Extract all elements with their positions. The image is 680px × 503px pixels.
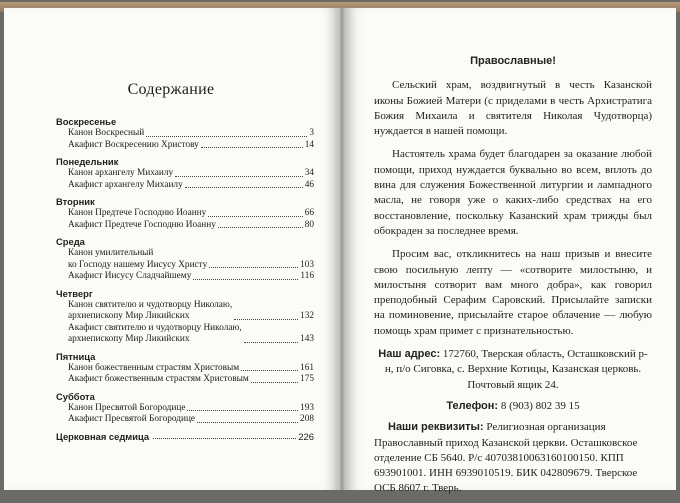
toc-entry	[56, 374, 314, 386]
toc-entry	[56, 140, 314, 152]
book-spine	[338, 8, 346, 490]
toc-page-number: 66	[304, 208, 314, 218]
toc-section-title: Понедельник	[56, 156, 119, 167]
toc-dot-leader	[197, 422, 298, 423]
toc-entry-title: Акафист божественным страстям Христовым	[68, 374, 249, 384]
toc-section	[56, 351, 314, 386]
toc-section	[56, 236, 314, 283]
phone-text: 8 (903) 802 39 15	[500, 399, 580, 412]
toc-entry-title: Акафист Пресвятой Богородице	[68, 414, 196, 424]
toc-entry-title: Канон Предтече Господню Иоанну	[68, 208, 207, 218]
toc-section-title: Воскресенье	[56, 116, 117, 127]
toc-dot-leader	[187, 410, 298, 411]
toc-final-entry	[56, 431, 314, 442]
address-block	[374, 347, 652, 393]
toc-section	[56, 391, 314, 426]
toc-page-number: 226	[298, 430, 314, 442]
toc-dot-leader	[234, 319, 298, 320]
right-page	[346, 8, 676, 495]
toc-entry-title: Канон архангелу Михаилу	[68, 168, 174, 178]
toc-section-title: Суббота	[56, 390, 95, 402]
toc-entry-title: Канон божественным страстям Христовым	[68, 362, 240, 373]
toc-page-number: 161	[300, 362, 314, 373]
requisites-text: Религиозная организация Православный приход Казанской церкви. Осташковское отделение СБ 5640. Р/с 40703810063160100150. КПП 693901001. ИНН 6939010519. БИК 042809679. Тверское ОСБ 8607 г. Тверь.	[374, 421, 638, 495]
toc-entry	[56, 363, 314, 375]
toc-entry	[56, 168, 314, 180]
toc-entry	[56, 403, 314, 415]
appeal-paragraph-3: Просим вас, откликнитесь на наш призыв и внесите свою посильную лепту — «сотворите милостыню, и милостыня сотворит вам много добра», как говорил преподобный Серафим Саровский. Присылайте записки на поминовение, присылайте старое облачение — любую помощь храм примет с признательностью.	[374, 248, 652, 337]
appeal-paragraph-2: Настоятель храма будет благодарен за оказание любой помощи, приход нуждается буквально во всем, вплоть до вина для служения Божественной литургии и лампадного масла, не говоря уже о каких-либо средствах на его восстановление, поскольку Казанский храм трижды был обокраден за последнее время.	[374, 148, 652, 237]
toc-entry-title: Акафист Иисусу Сладчайшему	[68, 271, 192, 281]
toc-entry	[56, 208, 314, 220]
toc-section	[56, 156, 314, 191]
toc-section	[56, 288, 314, 346]
contents-title: Содержание	[127, 81, 215, 98]
left-page	[4, 8, 338, 490]
toc-page-number: 175	[300, 374, 314, 384]
appeal-paragraph-1: Сельский храм, воздвигнутый в честь Казанской иконы Божией Матери (с приделами в честь Архистратига Божия Михаила и святителя Николая Чудотворца) нуждается в нашей помощи.	[374, 79, 652, 138]
table-of-contents	[56, 116, 314, 443]
toc-section-title: Четверг	[56, 287, 93, 299]
requisites-block	[374, 420, 652, 496]
toc-dot-leader	[153, 438, 296, 439]
toc-entry	[56, 300, 314, 323]
toc-page-number: 80	[304, 219, 314, 230]
toc-entry	[56, 180, 314, 192]
toc-dot-leader	[209, 267, 298, 268]
toc-final-title: Церковная седмица	[56, 430, 150, 442]
toc-dot-leader	[241, 370, 298, 371]
toc-page-number: 34	[304, 168, 314, 178]
toc-entry	[56, 414, 314, 426]
toc-dot-leader	[208, 216, 302, 217]
toc-entry	[56, 271, 314, 283]
toc-section	[56, 196, 314, 231]
toc-section-title: Среда	[56, 236, 85, 247]
toc-page-number: 103	[300, 259, 314, 270]
toc-dot-leader	[146, 136, 307, 137]
toc-entry-title: Канон Воскресный	[68, 128, 145, 138]
toc-dot-leader	[185, 187, 303, 188]
toc-entry-title: Канон умилительный ко Господу нашему Иисусу Христу	[68, 248, 208, 270]
toc-page-number: 116	[300, 271, 314, 281]
toc-page-number: 132	[300, 311, 314, 321]
toc-entry	[56, 323, 314, 346]
toc-entry-title: Канон Пресвятой Богородице	[68, 402, 186, 413]
toc-dot-leader	[201, 147, 303, 148]
phone-label: Телефон:	[446, 399, 499, 412]
requisites-label: Наши реквизиты:	[388, 421, 484, 434]
toc-page-number: 193	[300, 402, 314, 413]
phone-block	[374, 399, 652, 414]
toc-entry-title: Акафист святителю и чудотворцу Николаю, архиепископу Мир Ликийских	[68, 322, 242, 344]
toc-section-title: Пятница	[56, 350, 96, 362]
toc-dot-leader	[218, 227, 303, 228]
toc-page-number: 3	[309, 128, 314, 138]
toc-entry	[56, 128, 314, 140]
toc-page-number: 208	[300, 414, 314, 424]
address-label: Наш адрес:	[378, 348, 441, 361]
toc-dot-leader	[244, 342, 298, 343]
toc-section	[56, 116, 314, 151]
toc-entry-title: Канон святителю и чудотворцу Николаю, архиепископу Мир Ликийских	[68, 299, 233, 321]
toc-dot-leader	[193, 279, 298, 280]
toc-page-number: 14	[304, 139, 314, 150]
toc-entry	[56, 248, 314, 271]
toc-entry-title: Акафист архангелу Михаилу	[68, 179, 183, 190]
toc-entry-title: Акафист Предтече Господню Иоанну	[68, 219, 216, 230]
toc-section-title: Вторник	[56, 196, 95, 207]
appeal-heading: Православные!	[470, 55, 556, 67]
toc-entry	[56, 220, 314, 232]
address-text: 172760, Тверская область, Осташковский р-н, п/о Сиговка, с. Верхние Котицы, Казанская церковь. Почтовый ящик 24.	[384, 348, 648, 391]
toc-entry-title: Акафист Воскресению Христову	[68, 139, 199, 150]
toc-page-number: 143	[300, 334, 314, 344]
toc-dot-leader	[175, 176, 303, 177]
toc-dot-leader	[251, 382, 298, 383]
appeal-text	[374, 54, 652, 503]
toc-page-number: 46	[304, 179, 314, 190]
